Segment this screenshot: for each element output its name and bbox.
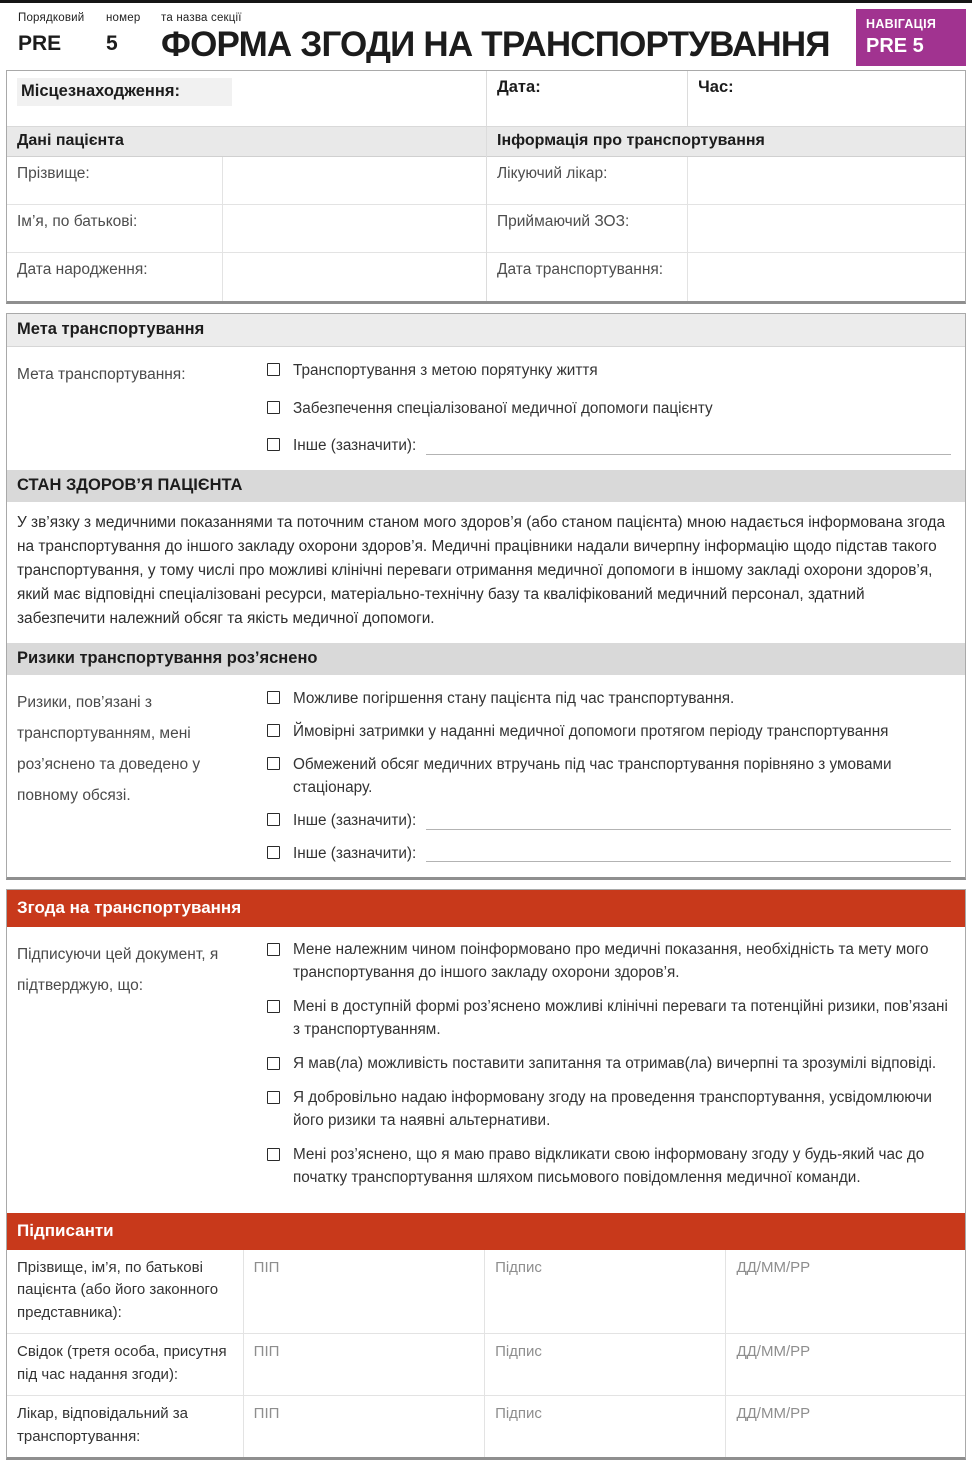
checkbox[interactable] xyxy=(267,757,280,770)
other-input-line[interactable] xyxy=(426,814,951,829)
transport-date-label: Дата транспортування: xyxy=(487,253,688,301)
consent-option-voluntary: Я добровільно надаю інформовану згоду на проведення транспортування, усвідомлюючи його ризики та наявні альтернативи. xyxy=(265,1087,955,1133)
witness-name-input[interactable]: ПІП xyxy=(243,1334,484,1395)
risks-section xyxy=(7,675,965,877)
risk-option-other-1: Інше (зазначити): xyxy=(265,809,955,833)
checkbox[interactable] xyxy=(267,813,280,826)
navigation-badge xyxy=(856,9,966,66)
form-header xyxy=(0,3,972,70)
navigation-code: PRE 5 xyxy=(866,35,924,57)
table-row xyxy=(7,1396,965,1457)
facility-input[interactable] xyxy=(688,205,965,252)
signer-doctor-label: Лікар, відповідальний за транспортування: xyxy=(17,1405,188,1445)
form-number: 5 xyxy=(106,32,118,55)
checkbox[interactable] xyxy=(267,1148,280,1161)
doctor-label: Лікуючий лікар: xyxy=(487,157,688,204)
consent-section xyxy=(7,927,965,1212)
doctor-signature-input[interactable]: Підпис xyxy=(484,1396,725,1457)
risk-option-delays: Ймовірні затримки у наданні медичної допомоги протягом періоду транспортування xyxy=(265,720,955,744)
purpose-option-specialized-care: Забезпечення спеціалізованої медичної допомоги пацієнту xyxy=(265,397,955,421)
consent-option-benefits-risks: Мені в доступній формі роз’яснено можливі клінічні переваги та потенційні ризики, пов’язані з транспортуванням. xyxy=(265,996,955,1042)
signer-patient-label: Прізвище, ім’я, по батькові пацієнта (або його законного представника): xyxy=(17,1258,219,1321)
ordinal-caption: Порядковий xyxy=(18,12,85,24)
transport-info-header: Інформація про транспортування xyxy=(487,127,965,157)
consent-label: Підписуючи цей документ, я підтверджую, що: xyxy=(17,946,219,995)
field-row-transport-date xyxy=(487,253,965,301)
surname-input[interactable] xyxy=(223,157,486,204)
table-row xyxy=(7,1334,965,1396)
consent-option-questions: Я мав(ла) можливість поставити запитання та отримав(ла) вичерпні та зрозумілі відповіді. xyxy=(265,1053,955,1076)
witness-signature-input[interactable]: Підпис xyxy=(484,1334,725,1395)
transport-date-input[interactable] xyxy=(688,253,965,301)
checkbox[interactable] xyxy=(267,1000,280,1013)
checkbox[interactable] xyxy=(267,691,280,704)
field-row-facility xyxy=(487,205,965,253)
patient-name-input[interactable]: ПІП xyxy=(243,1250,484,1334)
firstname-input[interactable] xyxy=(223,205,486,252)
form-code: PRE xyxy=(18,32,62,55)
checkbox[interactable] xyxy=(267,846,280,859)
page-title: ФОРМА ЗГОДИ НА ТРАНСПОРТУВАННЯ xyxy=(161,25,830,64)
purpose-option-other: Інше (зазначити): xyxy=(265,434,955,458)
signers-section-header: Підписанти xyxy=(7,1213,965,1250)
consent-option-informed: Мене належним чином поінформовано про медичні показання, необхідність та мету мого транспортування до іншого закладу охорони здоров’я. xyxy=(265,939,955,985)
field-row-surname xyxy=(7,157,486,205)
firstname-label: Ім’я, по батькові: xyxy=(7,205,223,252)
birthdate-input[interactable] xyxy=(223,253,486,301)
field-row-doctor xyxy=(487,157,965,205)
purpose-section-header: Мета транспортування xyxy=(7,314,965,347)
field-row-firstname xyxy=(7,205,486,253)
section-caption: та назва секції xyxy=(161,12,242,24)
checkbox[interactable] xyxy=(267,363,280,376)
purpose-section xyxy=(7,347,965,470)
signers-table xyxy=(7,1250,965,1458)
location-label: Місцезнаходження: xyxy=(17,78,232,106)
consent-box xyxy=(6,889,966,1460)
doctor-date-input[interactable]: ДД/ММ/РР xyxy=(725,1396,965,1457)
checkbox[interactable] xyxy=(267,724,280,737)
time-label: Час: xyxy=(687,71,965,126)
patient-info-box xyxy=(6,70,966,304)
field-row-birthdate xyxy=(7,253,486,301)
health-state-paragraph: У зв’язку з медичними показаннями та поточним станом мого здоров’я (або станом пацієнта) мною надається інформована згода на транспортування до іншого закладу охорони здоров’я. Медичні працівники надали вичерпну інформацію щодо підстав такого транспортування, у тому числі про можливі клінічні переваги отримання медичної допомоги в іншому закладі охорони здоров’я, який має відповідні спеціалізовані ресурси, матеріально-технічну базу та кваліфікований медичний персонал, здатний забезпечити належний обсяг та якість медичної допомоги. xyxy=(17,514,946,628)
navigation-caption: НАВІГАЦІЯ xyxy=(866,17,937,31)
risk-option-deterioration: Можливе погіршення стану пацієнта під час транспортування. xyxy=(265,687,955,711)
doctor-input[interactable] xyxy=(688,157,965,204)
patient-date-input[interactable]: ДД/ММ/РР xyxy=(725,1250,965,1334)
other-input-line[interactable] xyxy=(426,440,951,455)
checkbox[interactable] xyxy=(267,1057,280,1070)
signer-witness-label: Свідок (третя особа, присутня під час надання згоди): xyxy=(17,1343,227,1383)
number-caption: номер xyxy=(106,12,141,24)
purpose-label: Мета транспортування: xyxy=(17,366,186,383)
doctor-name-input[interactable]: ПІП xyxy=(243,1396,484,1457)
risk-option-limited-care: Обмежений обсяг медичних втручань під час транспортування порівняно з умовами стаціонару. xyxy=(265,753,955,800)
birthdate-label: Дата народження: xyxy=(7,253,223,301)
table-row xyxy=(7,1250,965,1335)
consent-section-header: Згода на транспортування xyxy=(7,890,965,927)
purpose-option-lifesaving: Транспортування з метою порятунку життя xyxy=(265,359,955,383)
patient-signature-input[interactable]: Підпис xyxy=(484,1250,725,1334)
facility-label: Приймаючий ЗОЗ: xyxy=(487,205,688,252)
checkbox[interactable] xyxy=(267,1091,280,1104)
consent-option-withdraw: Мені роз’яснено, що я маю право відкликати свою інформовану згоду у будь-який час до початку транспортування шляхом письмового повідомлення медичної команди. xyxy=(265,1144,955,1190)
checkbox[interactable] xyxy=(267,401,280,414)
health-state-header: СТАН ЗДОРОВ’Я ПАЦІЄНТА xyxy=(7,470,965,502)
checkbox[interactable] xyxy=(267,438,280,451)
risks-label: Ризики, пов’язані з транспортуванням, мені роз’яснено та доведено у повному обсязі. xyxy=(17,694,201,805)
date-label: Дата: xyxy=(486,71,687,126)
surname-label: Прізвище: xyxy=(7,157,223,204)
risks-section-header: Ризики транспортування роз’яснено xyxy=(7,643,965,675)
witness-date-input[interactable]: ДД/ММ/РР xyxy=(725,1334,965,1395)
risk-option-other-2: Інше (зазначити): xyxy=(265,842,955,866)
patient-data-header: Дані пацієнта xyxy=(7,127,486,157)
purpose-health-risks-box xyxy=(6,313,966,880)
checkbox[interactable] xyxy=(267,943,280,956)
other-input-line[interactable] xyxy=(426,847,951,862)
